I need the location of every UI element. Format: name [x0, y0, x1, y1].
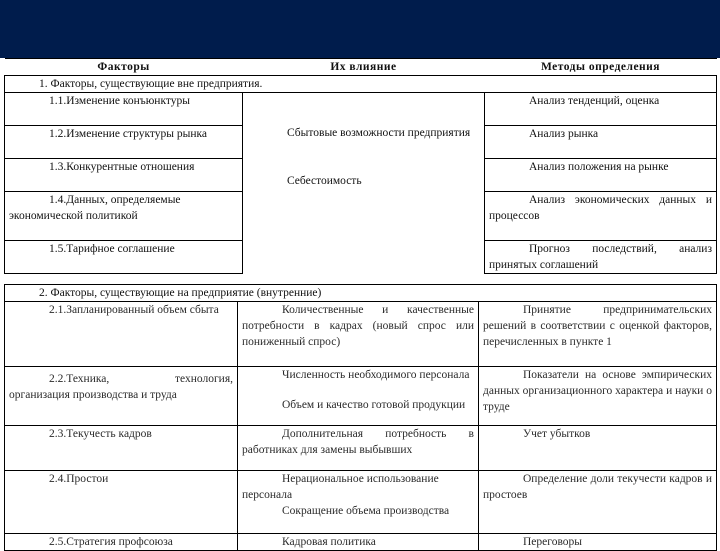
- influence-cost: Себестоимость: [287, 175, 362, 187]
- influence-cell: Объем и качество готовой продукции: [238, 397, 479, 426]
- section-row: [5, 76, 717, 93]
- table-row: [5, 534, 717, 551]
- table-row: [5, 367, 717, 398]
- header-factors: Факторы: [5, 59, 243, 76]
- table-row: [5, 471, 717, 504]
- method-cell: Прогноз последствий, анализ принятых соглашений: [485, 241, 717, 274]
- method-cell: Учет убытков: [479, 426, 717, 471]
- factor-cell: 1.3.Конкурентные отношения: [5, 159, 243, 192]
- influence-cell: Количественные и качественные потребности в кадрах (новый спрос или пониженный спрос): [238, 302, 479, 367]
- method-cell: Анализ рынка: [485, 126, 717, 159]
- factor-cell: 1.4.Данных, определяемые экономической политикой: [5, 192, 243, 241]
- method-cell: Переговоры: [479, 534, 717, 551]
- header-methods: Методы определения: [485, 59, 717, 76]
- document-sheet: [0, 58, 720, 548]
- factor-cell: 2.4.Простои: [5, 471, 238, 534]
- section-external-title: 1. Факторы, существующие вне предприятия.: [5, 76, 717, 93]
- internal-factors-table: [4, 284, 717, 551]
- influence-cell: Нерациональное использование персонала: [238, 471, 479, 504]
- section-row: [5, 285, 717, 302]
- section-internal-title: 2. Факторы, существующие на предприятие (внутренние): [5, 285, 717, 302]
- influence-sales-capacity: Сбытовые возможности предприятия: [287, 127, 471, 139]
- influence-cell: Кадровая политика: [238, 534, 479, 551]
- factor-cell: 1.2.Изменение структуры рынка: [5, 126, 243, 159]
- method-cell: Анализ положения на рынке: [485, 159, 717, 192]
- header-influence: Их влияние: [243, 59, 485, 76]
- method-cell: Показатели на основе эмпирических данных организационного характера и науки о труде: [479, 367, 717, 426]
- influence-cell: Численность необходимого персонала: [238, 367, 479, 398]
- method-cell: Определение доли текучести кадров и простоев: [479, 471, 717, 534]
- factor-cell: 1.1.Изменение конъюнктуры: [5, 93, 243, 126]
- factor-cell: 2.1.Запланированный объем сбыта: [5, 302, 238, 367]
- external-factors-table: [4, 58, 717, 274]
- title-banner: [0, 0, 720, 58]
- method-cell: Анализ тенденций, оценка: [485, 93, 717, 126]
- factor-cell: 2.2.Техника, технология, организация производства и труда: [5, 367, 238, 426]
- factor-cell: 1.5.Тарифное соглашение: [5, 241, 243, 274]
- method-cell: Принятие предпринимательских решений в соответствии с оценкой факторов, перечисленных в пункте 1: [479, 302, 717, 367]
- influence-cell: [243, 93, 485, 274]
- table-header-row: [5, 59, 717, 76]
- factor-cell: 2.5.Стратегия профсоюза: [5, 534, 238, 551]
- method-cell: Анализ экономических данных и процессов: [485, 192, 717, 241]
- influence-cell: Сокращение объема производства: [238, 503, 479, 534]
- influence-cell: Дополнительная потребность в работниках для замены выбывших: [238, 426, 479, 471]
- table-row: [5, 93, 717, 126]
- table-row: [5, 426, 717, 471]
- factor-cell: 2.3.Текучесть кадров: [5, 426, 238, 471]
- table-row: [5, 302, 717, 367]
